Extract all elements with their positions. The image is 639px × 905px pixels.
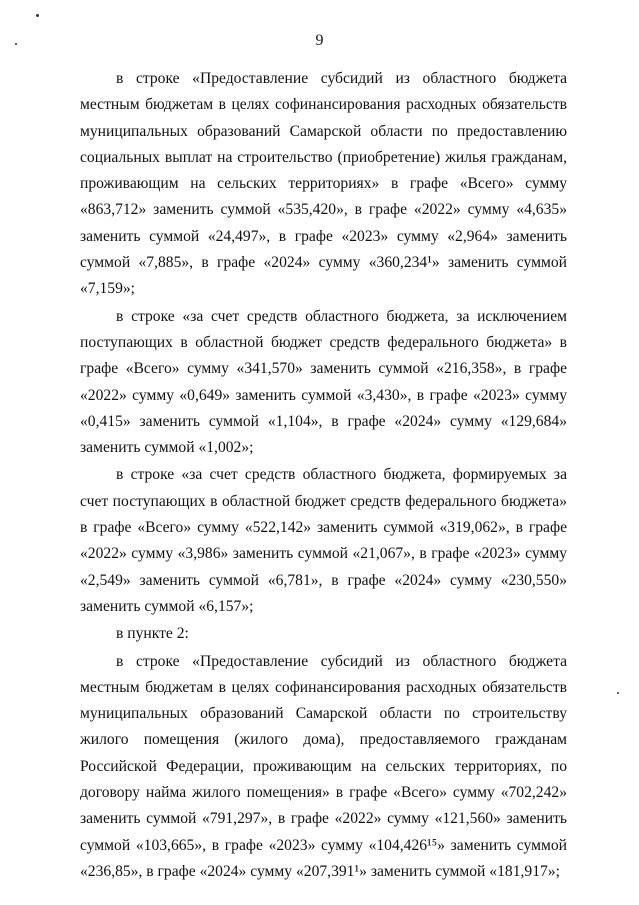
scan-speck — [15, 43, 17, 45]
paragraph: в строке «Предоставление субсидий из областного бюджета местным бюджетам в целях софинансирования расходных обязательств муниципальных образований Самарской области по предоставлению социальных выплат на строительство (приобретение) жилья гражданам, проживающим на сельских территориях» в графе «Всего» сумму «863,712» заменить суммой «535,420», в графе «2022» сумму «4,635» заменить суммой «24,497», в графе «2023» сумму «2,964» заменить суммой «7,885», в графе «2024» сумму «360,234¹» заменить суммой «7,159»; — [80, 70, 567, 298]
scan-speck — [36, 14, 39, 17]
paragraph: в строке «Предоставление субсидий из областного бюджета местным бюджетам в целях софинансирования расходных обязательств муниципальных образований Самарской области по строительству жилого помещения (жилого дома), предоставляемого гражданам Российской Федерации, проживающим на сельских территориях, по договору найма жилого помещения» в графе «Всего» сумму «702,242» заменить суммой «791,297», в графе «2022» сумму «121,560» заменить суммой «103,665», в графе «2023» сумму «104,426¹⁵» заменить суммой «236,85», в графе «2024» сумму «207,391¹» заменить суммой «181,917»; — [80, 652, 567, 880]
scan-speck — [617, 692, 619, 694]
paragraph: в строке «за счет средств областного бюджета, за исключением поступающих в областной бюджет средств федерального бюджета» в графе «Всего» сумму «341,570» заменить суммой «216,358», в графе «2022» сумму «0,649» заменить суммой «3,430», в графе «2023» сумму «0,415» заменить суммой «1,104», в графе «2024» сумму «129,684» заменить суммой «1,002»; — [80, 307, 567, 457]
paragraph: в строке «за счет средств областного бюджета, формируемых за счет поступающих в областной бюджет средств федерального бюджета» в графе «Всего» сумму «522,142» заменить суммой «319,062», в графе «2022» сумму «3,986» заменить суммой «21,067», в графе «2023» сумму «2,549» заменить суммой «6,781», в графе «2024» сумму «230,550» заменить суммой «6,157»; — [80, 466, 567, 615]
page-number: 9 — [315, 32, 324, 49]
paragraph: в пункте 2: — [116, 625, 189, 643]
document-body — [80, 66, 567, 885]
